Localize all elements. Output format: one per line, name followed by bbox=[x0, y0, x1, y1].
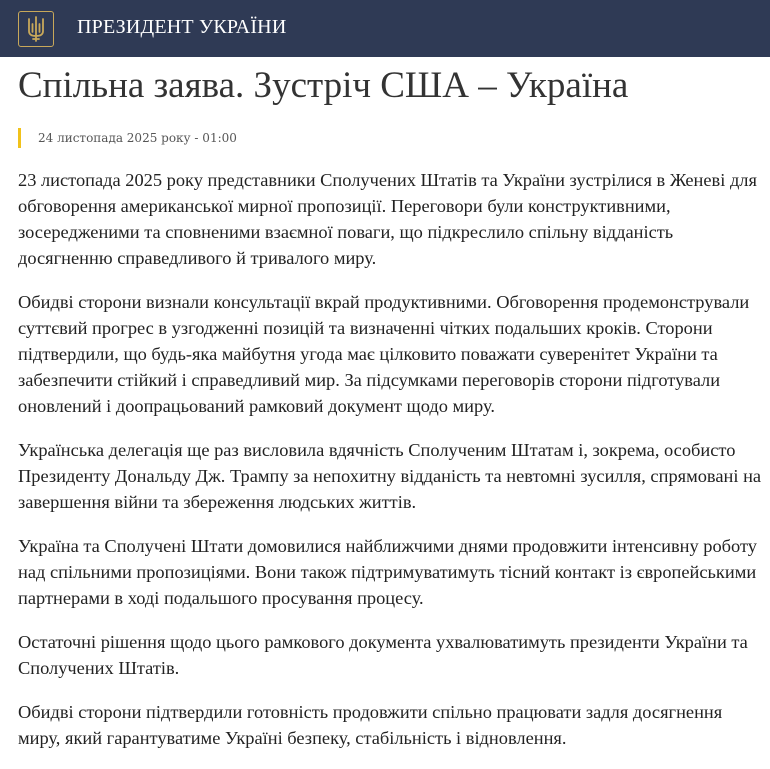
trident-emblem-icon[interactable] bbox=[18, 11, 54, 47]
site-header bbox=[0, 0, 770, 57]
site-title-link[interactable]: ПРЕЗИДЕНТ УКРАЇНИ bbox=[77, 16, 287, 38]
article-paragraph: Обидві сторони підтвердили готовність продовжити спільно працювати задля досягнення миру, який гарантуватиме Україні безпеку, стабільність і відновлення. bbox=[18, 702, 723, 748]
article-paragraph: 23 листопада 2025 року представники Сполучених Штатів та України зустрілися в Женеві для обговорення американської мирної пропозиції. Переговори були конструктивними, зосередженими та сповненими взаємної поваги, що підкреслило спільну відданість досягненню справедливого й тривалого миру. bbox=[18, 170, 757, 268]
article-date: 24 листопада 2025 року - 01:00 bbox=[38, 131, 237, 145]
article-paragraph: Остаточні рішення щодо цього рамкового документа ухвалюватимуть президенти України та Сполучених Штатів. bbox=[18, 632, 748, 678]
article-meta bbox=[18, 128, 237, 148]
article-paragraph: Обидві сторони визнали консультації вкрай продуктивними. Обговорення продемонстрували суттєвий прогрес в узгодженні позицій та визначенні чітких подальших кроків. Сторони підтвердили, що будь-яка майбутня угода має цілковито поважати суверенітет України та забезпечити стійкий і справедливий мир. За підсумками переговорів сторони підготували оновлений і доопрацьований рамковий документ щодо миру. bbox=[18, 292, 750, 416]
article-paragraph: Україна та Сполучені Штати домовилися найближчими днями продовжити інтенсивну роботу над спільними пропозиціями. Вони також підтримуватимуть тісний контакт із європейськими партнерами в ході подальшого просування процесу. bbox=[18, 536, 757, 608]
article-body bbox=[18, 167, 763, 769]
article-paragraph: Українська делегація ще раз висловила вдячність Сполученим Штатам і, зокрема, особисто Президенту Дональду Дж. Трампу за непохитну відданість та невтомні зусилля, спрямовані на завершення війни та збереження людських життів. bbox=[18, 440, 762, 512]
page-title: Спільна заява. Зустріч США – Україна bbox=[18, 65, 629, 106]
meta-accent-bar bbox=[18, 128, 21, 148]
